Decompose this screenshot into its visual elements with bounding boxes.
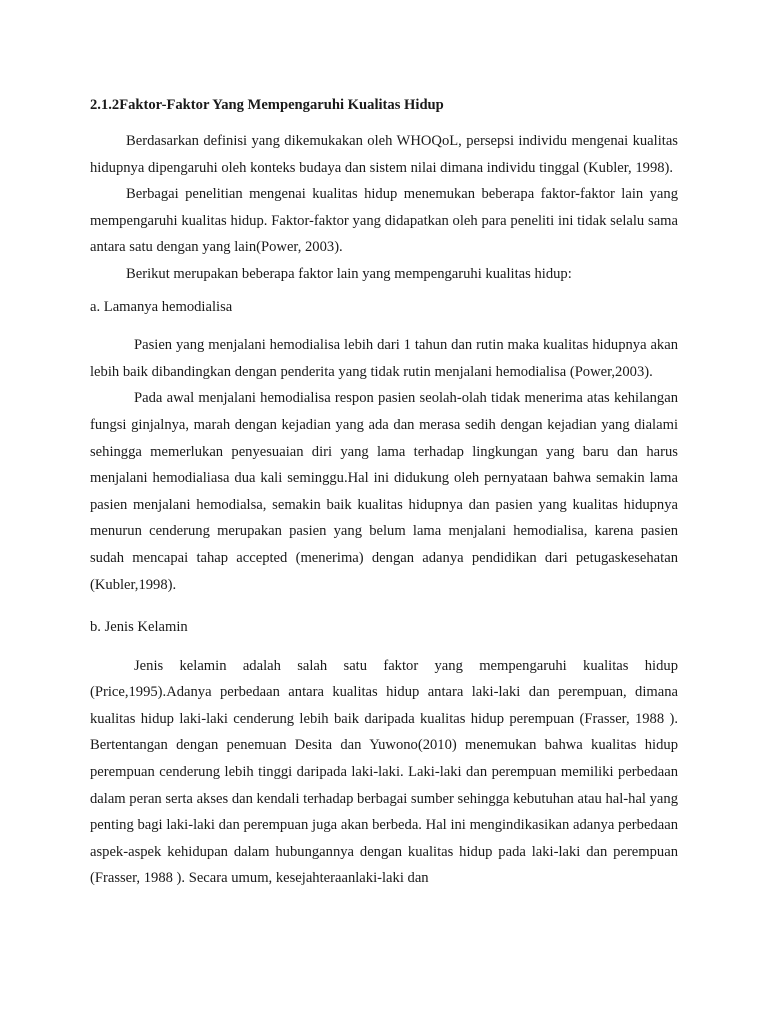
section-heading: 2.1.2Faktor-Faktor Yang Mempengaruhi Kualitas Hidup <box>90 97 444 113</box>
section-a-paragraph-1: Pasien yang menjalani hemodialisa lebih dari 1 tahun dan rutin maka kualitas hidupnya akan lebih baik dibandingkan dengan penderita yang tidak rutin menjalani hemodialisa (Power,2003). <box>90 337 678 380</box>
section-b-paragraph-1: Jenis kelamin adalah salah satu faktor yang mempengaruhi kualitas hidup (Price,1995).Adanya perbedaan antara kualitas hidup antara laki-laki dan perempuan, dimana kualitas hidup laki-laki cenderung lebih baik daripada kualitas hidup perempuan (Frasser, 1988 ). Bertentangan dengan penemuan Desita dan Yuwono(2010) menemukan bahwa kualitas hidup perempuan cenderung lebih tinggi daripada laki-laki. Laki-laki dan perempuan memiliki perbedaan dalam peran serta akses dan kendali terhadap berbagai sumber sehingga kebutuhan atau hal-hal yang penting bagi laki-laki dan perempuan juga akan berbeda. Hal ini mengindikasikan adanya perbedaan aspek-aspek kehidupan dalam hubungannya dengan kualitas hidup pada laki-laki dan perempuan (Frasser, 1988 ). Secara umum, kesejahteraanlaki-laki dan <box>90 657 678 887</box>
document-page <box>90 92 678 892</box>
section-a-paragraph-2: Pada awal menjalani hemodialisa respon pasien seolah-olah tidak menerima atas kehilangan fungsi ginjalnya, marah dengan kejadian yang ada dan merasa sedih dengan kejadian yang dialami sehingga memerlukan penyesuaian diri yang lama terhadap lingkungan yang baru dan harus menjalani hemodialiasa dua kali seminggu.Hal ini didukung oleh pernyataan bahwa semakin lama pasien menjalani hemodialsa, semakin baik kualitas hidupnya dan pasien yang kualitas hidupnya menurun cenderung merupakan pasien yang belum lama menjalani hemodialisa, karena pasien sudah mencapai tahap accepted (menerima) dengan adanya pendidikan dari petugaskesehatan (Kubler,1998). <box>90 390 678 593</box>
intro-paragraph-1: Berdasarkan definisi yang dikemukakan oleh WHOQoL, persepsi individu mengenai kualitas hidupnya dipengaruhi oleh konteks budaya dan sistem nilai dimana individu tinggal (Kubler, 1998). <box>90 133 678 176</box>
subsection-title-b: b. Jenis Kelamin <box>90 619 188 636</box>
intro-paragraph-2: Berbagai penelitian mengenai kualitas hidup menemukan beberapa faktor-faktor lain yang mempengaruhi kualitas hidup. Faktor-faktor yang didapatkan oleh para peneliti ini tidak selalu sama antara satu dengan yang lain(Power, 2003). <box>90 186 678 256</box>
intro-paragraph-3: Berikut merupakan beberapa faktor lain yang mempengaruhi kualitas hidup: <box>126 265 572 282</box>
subsection-title-a: a. Lamanya hemodialisa <box>90 298 233 315</box>
